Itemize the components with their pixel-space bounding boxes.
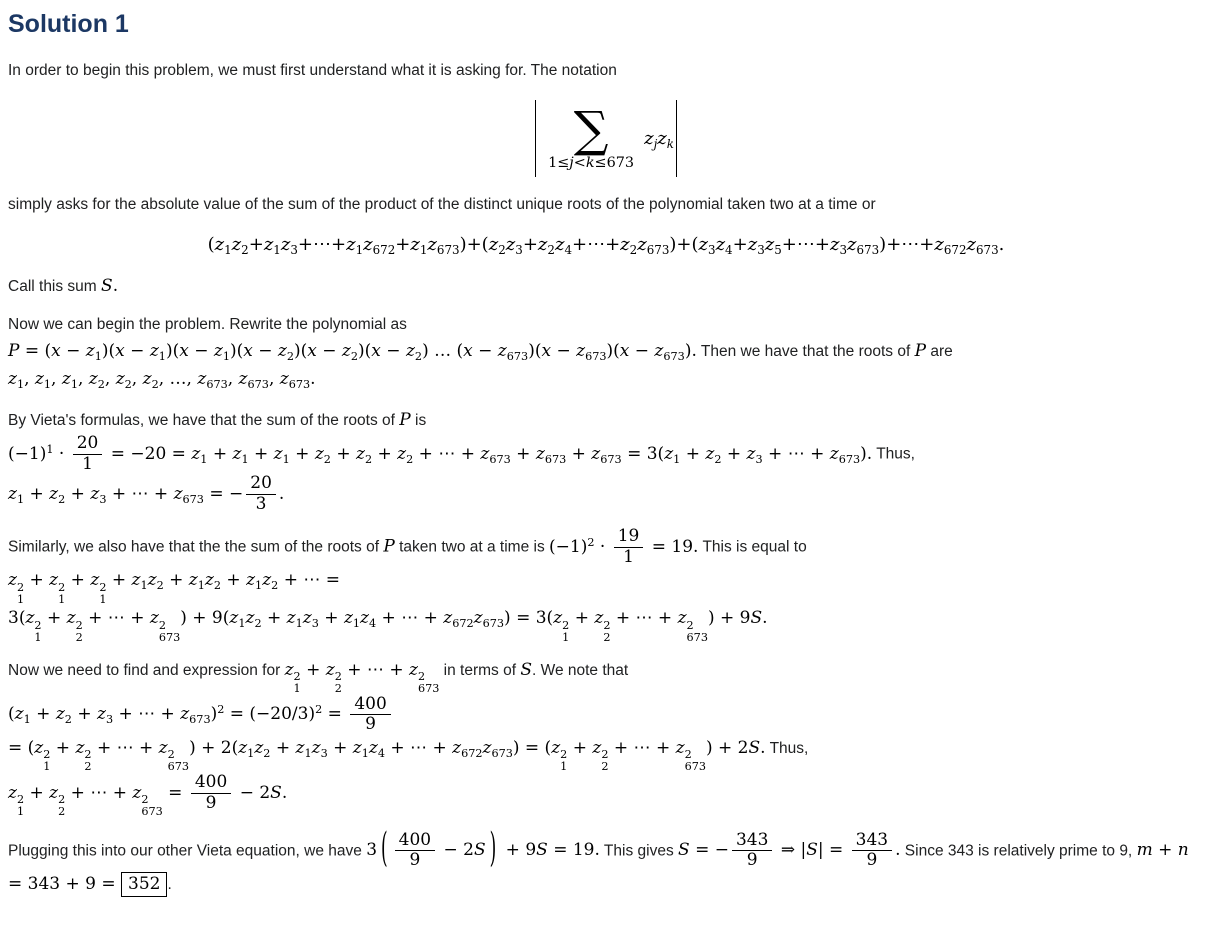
math-run: P [399, 409, 411, 430]
text-run: Similarly, we also have that the the sum of the roots of [8, 538, 384, 556]
math-run: S = − $\frac{343}{9}$ ⇒ |S| = $\frac{343}{9}$ . [678, 829, 901, 871]
text-run: Then we have that the roots of [696, 343, 915, 361]
paragraph [8, 407, 1204, 514]
math-run: z 2 1 + z 2 2 + ⋯ + z 2 673 [284, 659, 440, 695]
math-run: $(z_1z_2+z_1z_3+\cdots+z_1z_{672}+z_1z_{673})+(z_2z_3+z_2z_4+\cdots+z_2z_{673})+(z_3z_4+z_3z_5+\cdots+z_3z_{673})+\cdots+z_{672}z_{673}$. [207, 233, 1005, 258]
boxed-answer: 352 [121, 872, 167, 897]
summation-operator: ∑ 1≤j<k≤673 [548, 101, 635, 171]
text-run: Now we need to find and expression for [8, 661, 285, 679]
display-equation [8, 100, 1204, 177]
paragraph [8, 657, 1204, 818]
paragraph [8, 313, 1204, 394]
math-run: S. [101, 276, 119, 297]
display-equation [8, 234, 1204, 257]
text-run: Plugging this into our other Vieta equation, we have [8, 842, 367, 860]
text-run: Call this sum [8, 278, 102, 296]
math-run: $z_1 + z_2 + z_3$ + ⋯ + $z_{673}$ = − $\frac{20}{3}$ . [8, 473, 285, 514]
math-run: 3(z 2 1 + z 2 2 + ⋯ + z 2 673 ) + $9(z_1z_2 + z_1z_3 + z_1z_4$ + ⋯ + $z_{672}z_{673}) = 3(z$ 2 1 + z 2 2 + ⋯ + z 2 673 ) + 9S. [8, 608, 768, 644]
text-run: Since 343 is relatively prime to 9, [900, 842, 1137, 860]
text-run: is [410, 411, 427, 429]
math-run: ∑ 1≤j<k≤673 $z_jz_k$ [533, 128, 680, 149]
text-run: in terms of [439, 661, 521, 679]
text-run: This gives [599, 842, 679, 860]
paragraph [8, 193, 1204, 218]
math-run: = (z 2 1 + z 2 2 + ⋯ + z 2 673 ) + $2(z_1z_2 + z_1z_3 + z_1z_4$ + ⋯ + $z_{672}z_{673}) = (z$ 2 1 + z 2 2 + ⋯ + z 2 673 ) + 2S. [8, 737, 766, 774]
paragraph [8, 273, 1204, 300]
math-run: P [914, 341, 927, 362]
text-run: Thus, [872, 445, 915, 463]
math-run: S [520, 659, 532, 680]
text-run: Now we can begin the problem. Rewrite the polynomial as [8, 316, 407, 334]
text-run: taken two at a time is [394, 538, 550, 556]
math-run: P [383, 536, 395, 557]
math-run: 3 ( $\frac{400}{9}$ − 2S ) + 9S = 19. [366, 825, 600, 873]
paragraph [8, 527, 1204, 643]
solution-content [8, 59, 1204, 898]
math-run: z 2 1 + z 2 1 + z 2 1 + $z_1z_2 + z_1z_2 + z_1z_2$ + ⋯ = [8, 570, 340, 606]
math-run: ($z_1 + z_2 + z_3$ + ⋯ + $z_{673})^2 = (-20/3)^2$ = $\frac{400}{9}$ [8, 704, 394, 724]
page-title: Solution 1 [8, 10, 129, 38]
abs-bar [535, 100, 536, 177]
math-run: $(-1)^2$ · $\frac{19}{1}$ = 19. [549, 526, 699, 567]
text-run: are [926, 343, 953, 361]
math-run: z 2 1 + z 2 2 + ⋯ + z 2 673 = $\frac{400}{9}$ − 2S. [8, 771, 288, 818]
text-run: simply asks for the absolute value of the sum of the product of the distinct unique roots of the polynomial taken two at a time or [8, 196, 876, 214]
math-run: $P = (x - z_1)(x - z_1)(x - z_1)(x - z_2)(x - z_2)(x - z_2)$ … $(x - z_{673})(x - z_{673})(x - z_{673})$. [8, 341, 697, 364]
math-run: m + n = 343 + 9 = 352 [8, 840, 1189, 894]
text-run: . We note that [531, 661, 629, 679]
text-run: . [167, 875, 172, 893]
text-run: Thus, [765, 739, 809, 757]
math-run: $z_1$, $z_1$, $z_1$, $z_2$, $z_2$, $z_2$, …, $z_{673}$, $z_{673}$, $z_{673}$. [8, 368, 316, 391]
paragraph [8, 59, 1204, 84]
math-run: $(-1)^1$ · $\frac{20}{1}$ = $-20 = z_1 + z_1 + z_1 + z_2 + z_2 + z_2$ + ⋯ + $z_{673} + z_{673} + z_{673} = 3(z_1 + z_2 + z_3$ + ⋯ + $z_{673}$). [8, 433, 873, 474]
text-run: In order to begin this problem, we must first understand what it is asking for. The notation [8, 62, 617, 79]
abs-bar [676, 100, 677, 177]
sigma-icon: ∑ [573, 101, 609, 158]
text-run: By Vieta's formulas, we have that the sum of the roots of [8, 411, 400, 429]
text-run: This is equal to [698, 538, 807, 556]
paragraph [8, 825, 1204, 898]
